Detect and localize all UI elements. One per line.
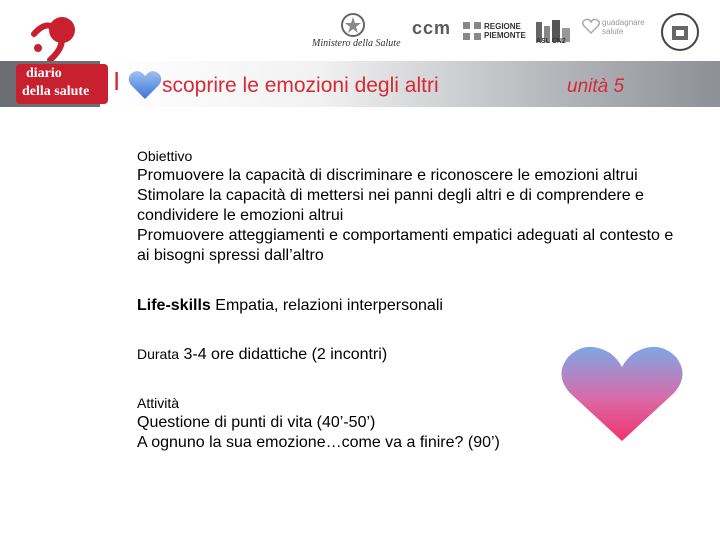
guadagnare-heart-icon [582, 18, 600, 34]
diario-logo-line2: della salute [22, 84, 90, 99]
attivita-label: Attività [137, 395, 180, 411]
attivita-item: Questione di punti di vita (40’-50’) [137, 414, 376, 431]
diario-salute-logo-icon [28, 14, 80, 66]
obiettivo-label: Obiettivo [137, 148, 193, 164]
title-prefix: I [113, 66, 121, 96]
heart-icon [128, 70, 162, 100]
obiettivo-item: Stimolare la capacità di mettersi nei panni degli altri e di comprendere e condividere le emozioni altrui [137, 187, 644, 224]
page-title: scoprire le emozioni degli altri [162, 74, 439, 97]
lifeskills-line [137, 296, 677, 316]
regione-label-2: PIEMONTE [484, 31, 526, 40]
lifeskills-value: Empatia, relazioni interpersonali [215, 297, 443, 314]
ccm-logo: ccm [412, 18, 452, 38]
lifeskills-label: Life-skills [137, 297, 211, 314]
decorative-heart-icon [560, 345, 684, 445]
ministero-emblem-icon [340, 12, 366, 38]
attivita-item: A ognuno la sua emozione…come va a finire? (90’) [137, 434, 500, 451]
diario-logo-line1: diario [26, 66, 62, 81]
durata-label: Durata [137, 346, 180, 362]
regione-flag-icon [463, 22, 481, 40]
obiettivo-item: Promuovere atteggiamenti e comportamenti empatici adeguati al contesto e ai bisogni spressi dall’altro [137, 227, 674, 264]
durata-value: 3-4 ore didattiche (2 incontri) [183, 346, 388, 363]
unit-label: unità 5 [567, 76, 625, 97]
stamp-seal-icon [660, 12, 700, 52]
ministero-label: Ministero della Salute [312, 38, 401, 49]
regione-label-1: REGIONE [484, 22, 521, 31]
obiettivo-item: Promuovere la capacità di discriminare e riconoscere le emozioni altrui [137, 167, 638, 184]
guadagnare-label-1: guadagnare [602, 18, 645, 27]
asl-label: ASL CN2 [536, 38, 566, 45]
guadagnare-label-2: salute [602, 27, 624, 36]
